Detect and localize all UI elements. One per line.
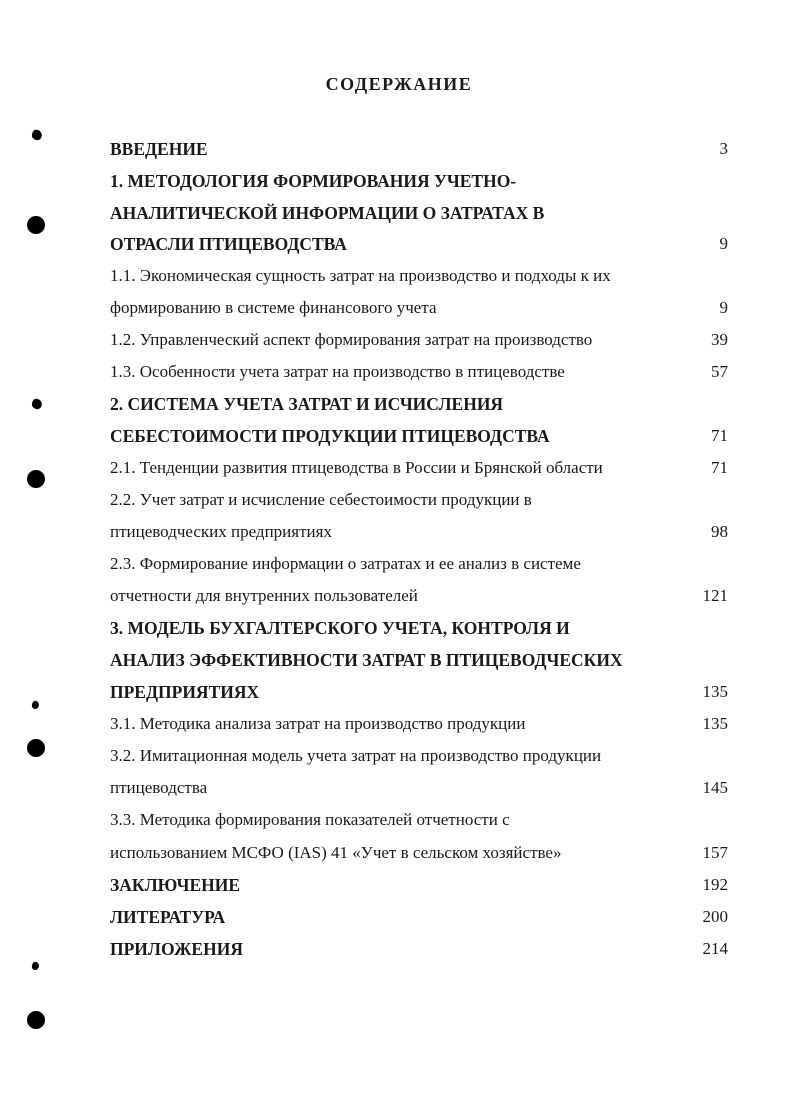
toc-entry-text: 1.2. Управленческий аспект формирования затрат на производство: [110, 330, 593, 349]
toc-entry-page: 98: [711, 522, 728, 541]
toc-entry-page: 135: [702, 714, 728, 733]
toc-entry-text: АНАЛИТИЧЕСКОЙ ИНФОРМАЦИИ О ЗАТРАТАХ В: [110, 203, 545, 223]
toc-entry-page: 39: [711, 330, 728, 349]
toc-entry-page: 9: [719, 234, 728, 253]
toc-entry-text: 3. МОДЕЛЬ БУХГАЛТЕРСКОГО УЧЕТА, КОНТРОЛЯ И: [110, 618, 570, 638]
toc-entry-page: 192: [702, 875, 728, 894]
toc-entry-text: 2.3. Формирование информации о затратах и ее анализ в системе: [110, 554, 581, 573]
toc-entry: [0, 485, 798, 515]
toc-entry-text: птицеводства: [110, 778, 208, 797]
toc-entry-text: 3.2. Имитационная модель учета затрат на производство продукции: [110, 746, 602, 765]
toc-entry-text: 1.1. Экономическая сущность затрат на производство и подходы к их: [110, 266, 611, 285]
toc-entry-text: 2. СИСТЕМА УЧЕТА ЗАТРАТ И ИСЧИСЛЕНИЯ: [110, 394, 504, 414]
toc-entry: [0, 293, 798, 323]
toc-entry-page: 71: [711, 458, 728, 477]
toc-entry: [0, 198, 798, 228]
punch-hole-icon: [27, 470, 45, 488]
toc-entry: [0, 517, 798, 547]
toc-entry: [0, 453, 798, 483]
toc-entry-page: 71: [711, 426, 728, 445]
toc-entry-page: 145: [702, 778, 728, 797]
toc-entry: [0, 261, 798, 291]
toc-entry-text: отчетности для внутренних пользователей: [110, 586, 418, 605]
toc-entry-text: ПРЕДПРИЯТИЯХ: [110, 682, 260, 702]
toc-entry-page: 200: [702, 907, 728, 926]
toc-entry: [0, 934, 798, 964]
toc-entry: [0, 870, 798, 900]
toc-entry: [0, 357, 798, 387]
toc-entry: [0, 613, 798, 643]
toc-entry: [0, 838, 798, 868]
toc-entry: [0, 134, 798, 164]
toc-entry-text: 2.2. Учет затрат и исчисление себестоимости продукции в: [110, 490, 532, 509]
toc-entry-text: ЛИТЕРАТУРА: [110, 907, 226, 927]
toc-entry: [0, 166, 798, 196]
toc-entry: [0, 389, 798, 419]
punch-hole-icon: [27, 739, 45, 757]
toc-entry-text: СЕБЕСТОИМОСТИ ПРОДУКЦИИ ПТИЦЕВОДСТВА: [110, 426, 550, 446]
punch-hole-icon: [27, 216, 45, 234]
toc-entry-page: 214: [702, 939, 728, 958]
toc-entry: [0, 741, 798, 771]
toc-entry-page: 9: [719, 298, 728, 317]
toc-entry-text: 1. МЕТОДОЛОГИЯ ФОРМИРОВАНИЯ УЧЕТНО-: [110, 171, 517, 191]
toc-entry: [0, 325, 798, 355]
toc-entry: [0, 709, 798, 739]
toc-entry-text: формированию в системе финансового учета: [110, 298, 437, 317]
toc-entry: [0, 645, 798, 675]
toc-entry-text: 1.3. Особенности учета затрат на производство в птицеводстве: [110, 362, 565, 381]
punch-hole-icon: [27, 1011, 45, 1029]
toc-entry: [0, 549, 798, 579]
toc-entry: [0, 581, 798, 611]
toc-entry-page: 157: [702, 843, 728, 862]
toc-entry-text: ОТРАСЛИ ПТИЦЕВОДСТВА: [110, 234, 347, 254]
toc-entry: [0, 773, 798, 803]
toc-entry-text: 3.3. Методика формирования показателей отчетности с: [110, 810, 510, 829]
toc-entry: [0, 421, 798, 451]
toc-entry-text: 2.1. Тенденции развития птицеводства в России и Брянской области: [110, 458, 603, 477]
page-title: СОДЕРЖАНИЕ: [325, 74, 473, 94]
toc-entry-page: 57: [711, 362, 728, 381]
toc-entry-text: ВВЕДЕНИЕ: [110, 139, 208, 159]
toc-entry: [0, 902, 798, 932]
toc-entry-page: 3: [719, 139, 728, 158]
toc-entry-page: 135: [702, 682, 728, 701]
toc-entry: [0, 229, 798, 259]
toc-entry-page: 121: [702, 586, 728, 605]
toc-entry-text: ЗАКЛЮЧЕНИЕ: [110, 875, 241, 895]
toc-entry-text: использованием МСФО (IAS) 41 «Учет в сельском хозяйстве»: [110, 843, 562, 862]
toc-entry-text: птицеводческих предприятиях: [110, 522, 332, 541]
toc-entry: [0, 805, 798, 835]
toc-entry: [0, 677, 798, 707]
toc-entry-text: ПРИЛОЖЕНИЯ: [110, 939, 243, 959]
toc-entry-text: АНАЛИЗ ЭФФЕКТИВНОСТИ ЗАТРАТ В ПТИЦЕВОДЧЕСКИХ: [110, 650, 623, 670]
toc-entry-text: 3.1. Методика анализа затрат на производство продукции: [110, 714, 526, 733]
